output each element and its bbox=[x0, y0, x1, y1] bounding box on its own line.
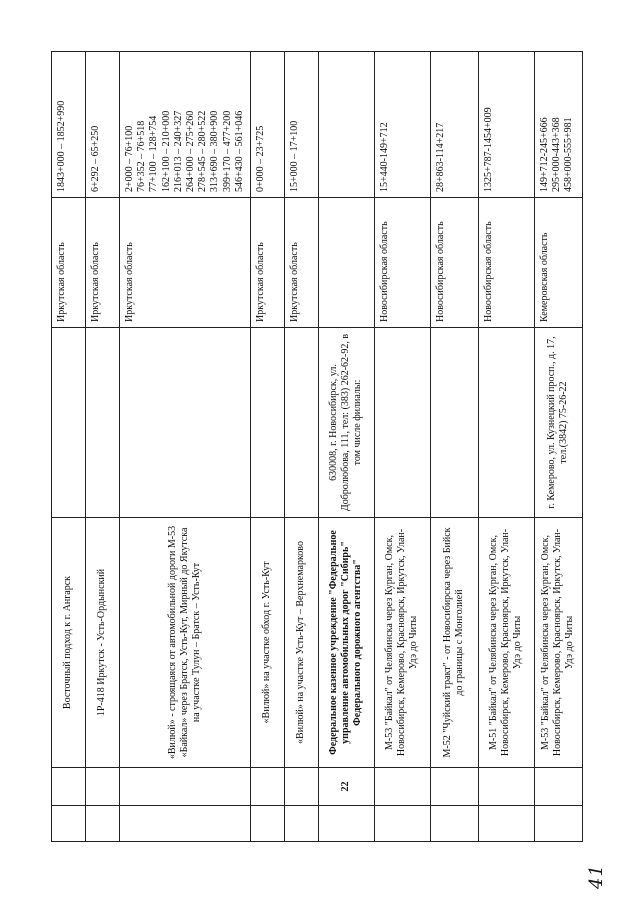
row-number bbox=[284, 768, 318, 806]
row-number bbox=[374, 768, 430, 806]
margin-cell bbox=[52, 806, 86, 842]
region bbox=[318, 198, 374, 328]
organization-address: 630008, г. Новосибирск, ул. Добролюбова, 111, тел: (383) 262-62-92, в том числе филиалы: bbox=[318, 328, 374, 518]
road-name: М-53 "Байкал" от Челябинска через Курган, Омск, Новосибирск, Кемерово, Красноярск, Иркутск, Улан-Удэ до Читы bbox=[374, 518, 430, 768]
km-range: 313+690 – 380+900 bbox=[209, 110, 221, 192]
region: Иркутская область bbox=[86, 198, 120, 328]
row-number bbox=[250, 768, 284, 806]
row-number: 22 bbox=[318, 768, 374, 806]
margin-cell bbox=[120, 806, 251, 842]
km-range: 15+440-149+712 bbox=[378, 122, 390, 192]
kilometer-ranges bbox=[318, 52, 374, 198]
organization-address bbox=[284, 328, 318, 518]
road-name: «Вилюй» - строящаяся от автомобильной дороги М-53 «Байкал» через Братск, Усть-Кут, Мирный до Якутска на участке Тулун – Братск – Усть-Кут bbox=[120, 518, 251, 768]
margin-cell bbox=[318, 806, 374, 842]
kilometer-ranges bbox=[534, 52, 582, 198]
km-range: 399+170 – 477+200 bbox=[221, 110, 233, 192]
margin-cell bbox=[430, 806, 478, 842]
organization-address: г. Кемерово, ул. Кузнецкий просп., д. 17, тел.(3842) 75-26-22 bbox=[534, 328, 582, 518]
km-range: 264+000 – 275+260 bbox=[184, 110, 196, 192]
table-row bbox=[86, 52, 120, 842]
margin-cell bbox=[86, 806, 120, 842]
table-row bbox=[120, 52, 251, 842]
table-row bbox=[374, 52, 430, 842]
region: Иркутская область bbox=[52, 198, 86, 328]
row-number bbox=[120, 768, 251, 806]
km-range: 1843+000 – 1852+990 bbox=[56, 100, 67, 192]
km-range: 77+100 – 128+754 bbox=[148, 115, 160, 192]
table-row bbox=[284, 52, 318, 842]
table-body bbox=[52, 52, 583, 842]
kilometer-ranges bbox=[86, 52, 120, 198]
km-range: 6+292 – 65+250 bbox=[90, 125, 101, 192]
km-range: 2+000 – 76+100 bbox=[124, 125, 135, 192]
km-range: 15+000 – 17+100 bbox=[288, 120, 300, 192]
kilometer-ranges bbox=[284, 52, 318, 198]
km-range: 295+000-443+368 bbox=[551, 117, 563, 192]
km-range: 216+013 – 240+327 bbox=[172, 110, 184, 192]
kilometer-ranges bbox=[374, 52, 430, 198]
region: Иркутская область bbox=[250, 198, 284, 328]
row-number bbox=[534, 768, 582, 806]
margin-cell bbox=[250, 806, 284, 842]
kilometer-ranges bbox=[120, 52, 251, 198]
row-number bbox=[86, 768, 120, 806]
table-row bbox=[318, 52, 374, 842]
roads-table bbox=[51, 51, 583, 842]
table-row bbox=[52, 52, 86, 842]
page-number: 41 bbox=[585, 864, 607, 889]
organization-address bbox=[86, 328, 120, 518]
table-row bbox=[478, 52, 534, 842]
margin-cell bbox=[534, 806, 582, 842]
region: Иркутская область bbox=[284, 198, 318, 328]
margin-cell bbox=[478, 806, 534, 842]
kilometer-ranges bbox=[250, 52, 284, 198]
organization-address bbox=[374, 328, 430, 518]
kilometer-ranges bbox=[478, 52, 534, 198]
organization-address bbox=[478, 328, 534, 518]
km-range: 1325+787-1454+009 bbox=[482, 107, 494, 192]
organization-address bbox=[120, 328, 251, 518]
km-range: 149+712-245+666 bbox=[538, 117, 550, 192]
road-name: Федеральное казенное учреждение "Федеральное управление автомобильных дорог "Сибирь" Федерального дорожного агентства" bbox=[318, 518, 374, 768]
table-row bbox=[534, 52, 582, 842]
road-name: 1Р-418 Иркутск - Усть-Ордынский bbox=[86, 518, 120, 768]
row-number bbox=[478, 768, 534, 806]
km-range: 278+545 – 280+522 bbox=[197, 110, 209, 192]
organization-address bbox=[52, 328, 86, 518]
margin-cell bbox=[374, 806, 430, 842]
row-number bbox=[430, 768, 478, 806]
table-row bbox=[430, 52, 478, 842]
km-range: 162+100 – 210+000 bbox=[160, 110, 172, 192]
margin-cell bbox=[284, 806, 318, 842]
region: Новосибирская область bbox=[430, 198, 478, 328]
road-name: М-53 "Байкал" от Челябинска через Курган, Омск, Новосибирск, Кемерово, Красноярск, Иркутск, Улан-Удэ до Читы bbox=[534, 518, 582, 768]
organization-address bbox=[430, 328, 478, 518]
rotated-document-sheet bbox=[51, 52, 581, 842]
kilometer-ranges bbox=[52, 52, 86, 198]
road-name: М-51 "Байкал" от Челябинска через Курган, Омск, Новосибирск, Кемерово, Красноярск, Иркутск, Улан-Удэ до Читы bbox=[478, 518, 534, 768]
region: Кемеровская область bbox=[534, 198, 582, 328]
km-range: 76+352 – 76+518 bbox=[136, 120, 148, 192]
km-range: 0+000 – 23+725 bbox=[254, 125, 266, 192]
road-name: «Вилюй» на участке Усть-Кут – Верхнемарково bbox=[284, 518, 318, 768]
km-range: 546+430 – 561+046 bbox=[233, 110, 245, 192]
road-name: Восточный подход к г. Ангарск bbox=[52, 518, 86, 768]
km-range: 458+000-555+981 bbox=[563, 117, 575, 192]
region: Иркутская область bbox=[120, 198, 251, 328]
table-row bbox=[250, 52, 284, 842]
road-name: «Вилюй» на участке обход г. Усть-Кут bbox=[250, 518, 284, 768]
row-number bbox=[52, 768, 86, 806]
region: Новосибирская область bbox=[374, 198, 430, 328]
km-range: 28+863-114+217 bbox=[434, 122, 446, 192]
road-name: М-52 "Чуйский тракт" - от Новосибирска через Бийск до границы с Монголией bbox=[430, 518, 478, 768]
organization-address bbox=[250, 328, 284, 518]
kilometer-ranges bbox=[430, 52, 478, 198]
region: Новосибирская область bbox=[478, 198, 534, 328]
